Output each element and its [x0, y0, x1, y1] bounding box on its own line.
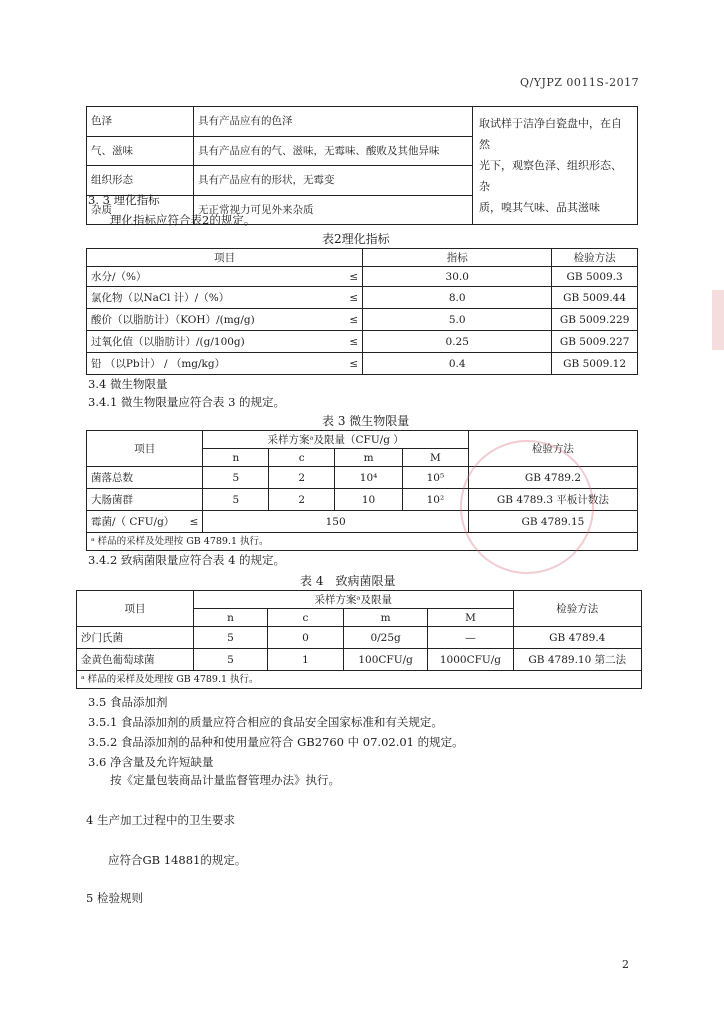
section-3-4-2: 3.4.2 致病菌限量应符合表 4 的规定。	[88, 553, 286, 567]
header-cell: n	[203, 449, 269, 467]
table-cell: ≤	[338, 331, 363, 353]
section-3-5-title: 3.5 食品添加剂	[88, 695, 168, 709]
table-cell: 菌落总数	[87, 467, 203, 489]
section-3-6-title: 3.6 净含量及允许短缺量	[88, 755, 214, 769]
table-cell: 酸价（以脂肪计）（KOH）/(mg/g)	[87, 309, 339, 331]
header-cell: M	[402, 449, 468, 467]
table-cell: GB 5009.12	[552, 353, 638, 375]
table-footnote: ᵃ 样品的采样及处理按 GB 4789.1 执行。	[87, 533, 638, 551]
table-cell: 氯化物（以NaCl 计）/（%）	[87, 287, 339, 309]
section-3-4-1: 3.4.1 微生物限量应符合表 3 的规定。	[88, 395, 286, 409]
header-cell: 项目	[77, 591, 194, 627]
table-row	[87, 309, 638, 331]
table-row	[87, 287, 638, 309]
table-footnote-row	[77, 671, 642, 689]
table-cell: GB 4789.3 平板计数法	[468, 489, 637, 511]
table-cell: 8.0	[363, 287, 552, 309]
table-cell: 具有产品应有的形状，无霉变	[194, 166, 473, 196]
table-cell: GB 5009.229	[552, 309, 638, 331]
table-cell: 2	[269, 467, 335, 489]
table-cell: 10⁵	[402, 467, 468, 489]
table-cell: ≤	[338, 267, 363, 287]
pathogen-table	[76, 590, 642, 689]
table-cell: 10	[335, 489, 403, 511]
table-cell: 金黄色葡萄球菌	[77, 649, 194, 671]
page-number: 2	[622, 958, 629, 971]
header-cell: m	[343, 609, 428, 627]
table-cell: 2	[269, 489, 335, 511]
physchem-table	[86, 248, 638, 375]
table-cell: 无正常视力可见外来杂质	[194, 195, 473, 225]
header-cell: 检验方法	[513, 591, 641, 627]
section-3-4-title: 3.4 微生物限量	[88, 377, 168, 391]
table-cell: 过氧化值（以脂肪计）/(g/100g)	[87, 331, 339, 353]
table-cell: 5	[193, 627, 267, 649]
table-cell: 30.0	[363, 267, 552, 287]
table-cell	[87, 511, 203, 533]
section-3-3-body: 理化指标应符合表2的规定。	[110, 213, 256, 227]
table-row	[87, 331, 638, 353]
document-number: Q/YJPZ 0011S-2017	[520, 76, 640, 89]
table-cell: 沙门氏菌	[77, 627, 194, 649]
section-4-title: 4 生产加工过程中的卫生要求	[86, 813, 235, 827]
table-cell: 色泽	[87, 107, 194, 137]
table-cell: 具有产品应有的气、滋味，无霉味、酸败及其他异味	[194, 136, 473, 166]
header-cell: n	[193, 609, 267, 627]
table-cell: GB 4789.2	[468, 467, 637, 489]
table-cell: 0.25	[363, 331, 552, 353]
header-cell: 采样方案ᵃ及限量（CFU/g ）	[203, 431, 468, 449]
sensory-method-cell	[473, 107, 638, 225]
table-cell: 5	[193, 649, 267, 671]
table-cell: GB 4789.15	[468, 511, 637, 533]
table-cell: 具有产品应有的色泽	[194, 107, 473, 137]
table-cell: 10⁴	[335, 467, 403, 489]
method-line: 取试样于洁净白瓷盘中，在自然	[479, 117, 622, 151]
table-cell: 1	[267, 649, 343, 671]
table-row	[77, 627, 642, 649]
table-cell: 5	[203, 467, 269, 489]
header-cell: 检验方法	[468, 431, 637, 467]
table4-caption: 表 4 致病菌限量	[300, 574, 396, 588]
method-line: 光下，观察色泽、组织形态、杂	[479, 159, 622, 193]
table-cell: ≤	[338, 287, 363, 309]
header-cell: 指标	[363, 249, 552, 267]
table-cell: ≤	[338, 309, 363, 331]
header-cell: 项目	[87, 249, 363, 267]
header-cell: c	[267, 609, 343, 627]
edge-seal-mark	[712, 290, 724, 350]
section-4-body: 应符合GB 14881的规定。	[108, 853, 247, 867]
table-cell: 100CFU/g	[343, 649, 428, 671]
table-cell: 气、滋味	[87, 136, 194, 166]
method-line: 质，嗅其气味、品其滋味	[479, 201, 600, 214]
table3-caption: 表 3 微生物限量	[322, 414, 410, 428]
section-5-title: 5 检验规则	[86, 891, 143, 905]
table-cell: 大肠菌群	[87, 489, 203, 511]
table-row	[87, 107, 638, 137]
mold-symbol: ≤	[189, 515, 199, 528]
sensory-table	[86, 106, 638, 225]
table-cell: 0/25g	[343, 627, 428, 649]
table-cell: 10²	[402, 489, 468, 511]
table-cell: GB 5009.227	[552, 331, 638, 353]
table-cell: 5.0	[363, 309, 552, 331]
table-cell: 铅 （以Pb计） / （mg/kg）	[87, 353, 339, 375]
header-cell: 采样方案ᵃ及限量	[193, 591, 513, 609]
header-cell: c	[269, 449, 335, 467]
table-cell: GB 4789.4	[513, 627, 641, 649]
table-header-row	[87, 249, 638, 267]
table-cell: GB 5009.44	[552, 287, 638, 309]
table-row	[87, 353, 638, 375]
table-cell: GB 5009.3	[552, 267, 638, 287]
table-cell: 0	[267, 627, 343, 649]
section-3-5-2: 3.5.2 食品添加剂的品种和使用量应符合 GB2760 中 07.02.01 的规定。	[88, 735, 464, 749]
mold-item: 霉菌/（ CFU/g）	[91, 515, 175, 528]
red-seal-stamp	[460, 440, 594, 574]
table-cell: ≤	[338, 353, 363, 375]
table-cell: 1000CFU/g	[428, 649, 513, 671]
table-cell: 水分/（%）	[87, 267, 339, 287]
header-cell: 检验方法	[552, 249, 638, 267]
header-cell: M	[428, 609, 513, 627]
section-3-6-body: 按《定量包装商品计量监督管理办法》执行。	[110, 773, 340, 787]
header-cell: 项目	[87, 431, 203, 467]
table-cell: —	[428, 627, 513, 649]
table-header-row	[77, 591, 642, 609]
table-cell: GB 4789.10 第二法	[513, 649, 641, 671]
table-footnote: ᵃ 样品的采样及处理按 GB 4789.1 执行。	[77, 671, 642, 689]
table-cell: 150	[203, 511, 468, 533]
table-cell: 组织形态	[87, 166, 194, 196]
table-cell: 0.4	[363, 353, 552, 375]
table-row	[87, 267, 638, 287]
section-3-5-1: 3.5.1 食品添加剂的质量应符合相应的食品安全国家标准和有关规定。	[88, 715, 443, 729]
table-row	[77, 649, 642, 671]
header-cell: m	[335, 449, 403, 467]
table-cell: 5	[203, 489, 269, 511]
section-3-3-title: 3. 3 理化指标	[88, 193, 160, 207]
table2-caption: 表2理化指标	[322, 232, 390, 246]
table-cell: 杂质	[87, 195, 194, 225]
